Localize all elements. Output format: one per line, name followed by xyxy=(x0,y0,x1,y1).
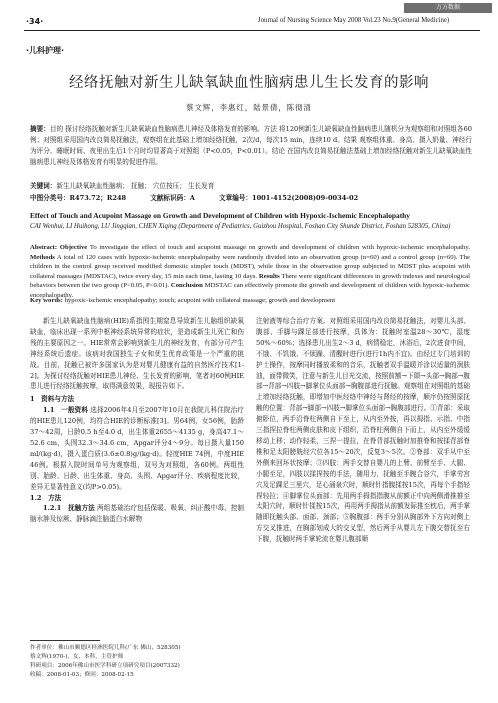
english-abstract xyxy=(30,243,470,301)
en-methods-label: Methods xyxy=(30,253,55,261)
en-objective-label: Abstract: Objective xyxy=(30,244,88,251)
english-title: Effect of Touch and Acupoint Massage on Growth and Development of Children with Hypoxic-Ischemic Encephalopathy xyxy=(30,211,410,220)
english-keywords xyxy=(30,297,470,304)
general-data-paragraph xyxy=(30,405,244,492)
footnote xyxy=(30,644,244,680)
en-conclusion-label: Conclusion xyxy=(170,282,203,290)
abstract-text: 目的 探讨经络抚触对新生儿缺氧缺血性脑病患儿神经及体格发育的影响。方法 将120例新生儿缺氧缺血性脑病患儿随机分为观察组和对照组各60例；对照组采用国内改良简易抚触法，观察组在此基础上增加经络抚触，2次/d，每次15 min，连续10 d。结果 观察组体重、身高、摄入奶量、神经行为评分、睡眠时间、夜里出生后1个月时均显著高于对照组（P<0.05，P<0.01）。结论 在国内改良简易抚触法基础上增加经络抚触对新生儿缺氧缺血性脑病患儿神经及体格发育有明显的促进作用。 xyxy=(30,125,473,166)
method-continuation: 注射液等综合治疗方案。对照组采用国内改良简易抚触法，对婴儿头部、腹部、手脚与踝足部进行按摩，具体为：抚触时室温28～30℃，湿度50%～60%；选择患儿出生2～3 d，病情稳定，沐浴后，2次进食中间，不饿、不饥饿、不烦躁、清醒时进行(进行1h内不宜)。由经过专门培训的护士操作，按摩同时播放柔和的音乐，抚触者双手温暖并涂以适量的润肤油，面带微笑，注意与新生儿目光交流，按照前额→下颌→头部→胸部→腹部→背部→四肢→脚掌位头面部→胸腹部进行抚触。观察组在对照组的基础上增加经络抚触，即增加中医经络中神经与肾经的按摩，顺序仍按照原抚触的位置：背部→脚部→四肢→脚掌位头面部→胸腹部进行。①背部：采取俯卧位，两手沿脊柱两侧自下至上，从内至外按，再以拇指、示指、中指三指捏拉脊柱两侧皮肤和皮下组织，沿脊柱两侧自下而上，从内至外缓缓移动上移；动作轻柔，三捏一提拉，在脊背部抚触时加推脊和按揉背部脊椎和足太阳膀胱经穴位各15～20次，反复3～5次。②脊部：双手从中至外侧来回环状按摩；③四肢：两手交替自婴儿的上臂、前臂至手、大腿、小腿至足，四肢以揉捏按的手法，随用力，抚触至手腕合谷穴，手掌劳宫穴及足踝足三里穴，足心涌泉穴时，顺时针指腹揉按15次，再每个手指轻捏轻拉；④脚掌位头面部：先用两手拇指指腹从前额正中向两侧滑推推至太阳穴时，顺时针揉按15次，再用两手拇指从前额发际推至枕后，两手掌随即抚触头部、面部、颈部；⑤胸腹部：两手分别从胸部外下方向对侧上方交叉推进，在胸部划成大的交叉型，然后两手从婴儿左下腹交替抚至右下腹，抚触时两手掌轮流在婴儿腹部顺 xyxy=(256,317,470,544)
affiliation: 作者单位：佛山市顺德区桂洲医院儿科(广东 佛山，528305) xyxy=(30,645,181,651)
header-rule xyxy=(24,30,480,31)
section-tag: ·儿科护理· xyxy=(26,46,65,55)
page-number: ·34· xyxy=(26,17,44,26)
en-objective: To investigate the effect of touch and acupoint massage on growth and development of children with hypoxic-ischemic encephalopathy. xyxy=(89,244,470,251)
en-conclusion: MDSTAC can effectively promote the growth and development of children with hypoxic-ischemic encephalopathy. xyxy=(30,282,471,299)
chinese-keywords xyxy=(30,180,472,190)
touch-method-text: 两组基础治疗包括保暖、吸氧、纠正酸中毒、控制脑水肿及惊厥、静脉滴注脑蛋白水解物 xyxy=(30,504,244,524)
author-info: 蔡文辉(1970-)，女，本科，主管护师 xyxy=(30,654,124,660)
touch-method-heading: 1.2.1 抚触方法 xyxy=(43,504,95,513)
en-methods: A total of 120 cases with hypoxic-ischemic encephalopathy were randomly divided into an observation group (n=60) and a control group (n=60). The children in the control group received modified domestic simpler touch (MDST), while those in the observation group subjected to MDST plus acupoint with collateral massages (MDSTAC), twice every day, 15 min each time, lasting 10 days. xyxy=(30,253,471,280)
body-left-column xyxy=(30,316,244,525)
chinese-abstract xyxy=(30,124,472,168)
touch-method-paragraph xyxy=(30,503,244,525)
document-code: 文献标识码：A xyxy=(150,194,195,202)
article-title: 经络抚触对新生儿缺氧缺血性脑病患儿生长发育的影响 xyxy=(69,75,429,91)
subsection-heading: 1.1 一般资料 xyxy=(43,406,89,415)
en-keywords-label: Key words: xyxy=(30,297,63,304)
authors: 蔡文辉，李惠红，陆景倩，陈彻清 xyxy=(186,103,312,112)
keywords-text: 新生儿缺氧缺血性脑病； 抚触； 穴位按压； 生长发育 xyxy=(56,182,215,190)
intro-paragraph: 新生儿缺氧缺血性脑病(HIE)系指围生期窒息导致新生儿脑组织缺氧缺血，临床出现一系列中枢神经系统异常的症状，是造成新生儿死亡和伤残的主要原因之一。HIE常常会影响到新生儿的神经发育，有部分可产生神经系统后遗症。该病对我国独生子女和优生优育政策是一个严重的挑战。目前，抚触已被许多国家认为是对婴儿健康有益的自然医疗技术[1-2]。为探讨经络抚触对HIE患儿神经、生长发育的影响，笔者对60例HIE患儿进行经络抚触按摩，取得满意效果，现报告如下。 xyxy=(30,317,244,391)
en-results: There were significant differences in growth indexes and neurological behaviors between the two group (P<0.05, P<0.01). xyxy=(30,272,470,290)
section-heading: 1 资料与方法 xyxy=(30,395,75,404)
keywords-label: 关键词： xyxy=(30,182,57,190)
classification-line xyxy=(30,192,472,202)
watermark: 万方数据 http://www.cqvip.com xyxy=(404,3,492,13)
en-keywords-text: hypoxic-ischemic encephalopathy; touch; acupoint with collateral massage; growth and development xyxy=(64,297,336,304)
running-header xyxy=(0,14,498,28)
dates: 收稿：2008-01-03；修回：2008-02-15 xyxy=(30,672,134,678)
article-id: 文章编号：1001-4152(2008)09-0034-02 xyxy=(219,194,359,202)
english-authors: CAI Wenhui, LI Huihong, LU Jingqian, CHEN Xiqing (Department of Pediatrics, Guizhou Hospital, Foshan City Shunde District, Foshan 528305, China) xyxy=(30,223,451,230)
body-right-column xyxy=(256,316,470,545)
funding: 科研项目：2006年佛山市医学科研立项研究项目(2007332) xyxy=(30,663,180,669)
general-data-text: 选择2006年4月至2007年10月在我院儿科住院治疗的HIE患儿120例，均符合HIE的诊断标准[3]。男64例，女56例，胎龄37～42周，日龄0.5 h至4.0 d，出生体重2655～4135 g，身高47.1～52.6 cm，头围32.3～34.6 cm，Apgar评分4～9分。每日摄入量150 ml/(kg·d)，摄入蛋白质(3.6±0.8)g/(kg·d)。轻度HIE 74例，中度HIE 46例。根据入院时间单号为观察组，双号为对照组，各60例。两组性别、胎龄、日龄、出生体重、身高、头围、Apgar评分、疾病程度比较，差异无显著性意义(均P>0.05)。 xyxy=(30,406,244,491)
en-results-label: Results xyxy=(258,272,280,280)
footnote-rule xyxy=(30,640,100,641)
clc-number: 中图分类号：R473.72；R248 xyxy=(30,194,127,202)
abstract-label: 摘要： xyxy=(30,125,50,133)
journal-citation: Journal of Nursing Science May 2008 Vol.23 No.9(General Medicine) xyxy=(258,17,450,24)
methods-heading: 1.2 方法 xyxy=(30,493,62,502)
